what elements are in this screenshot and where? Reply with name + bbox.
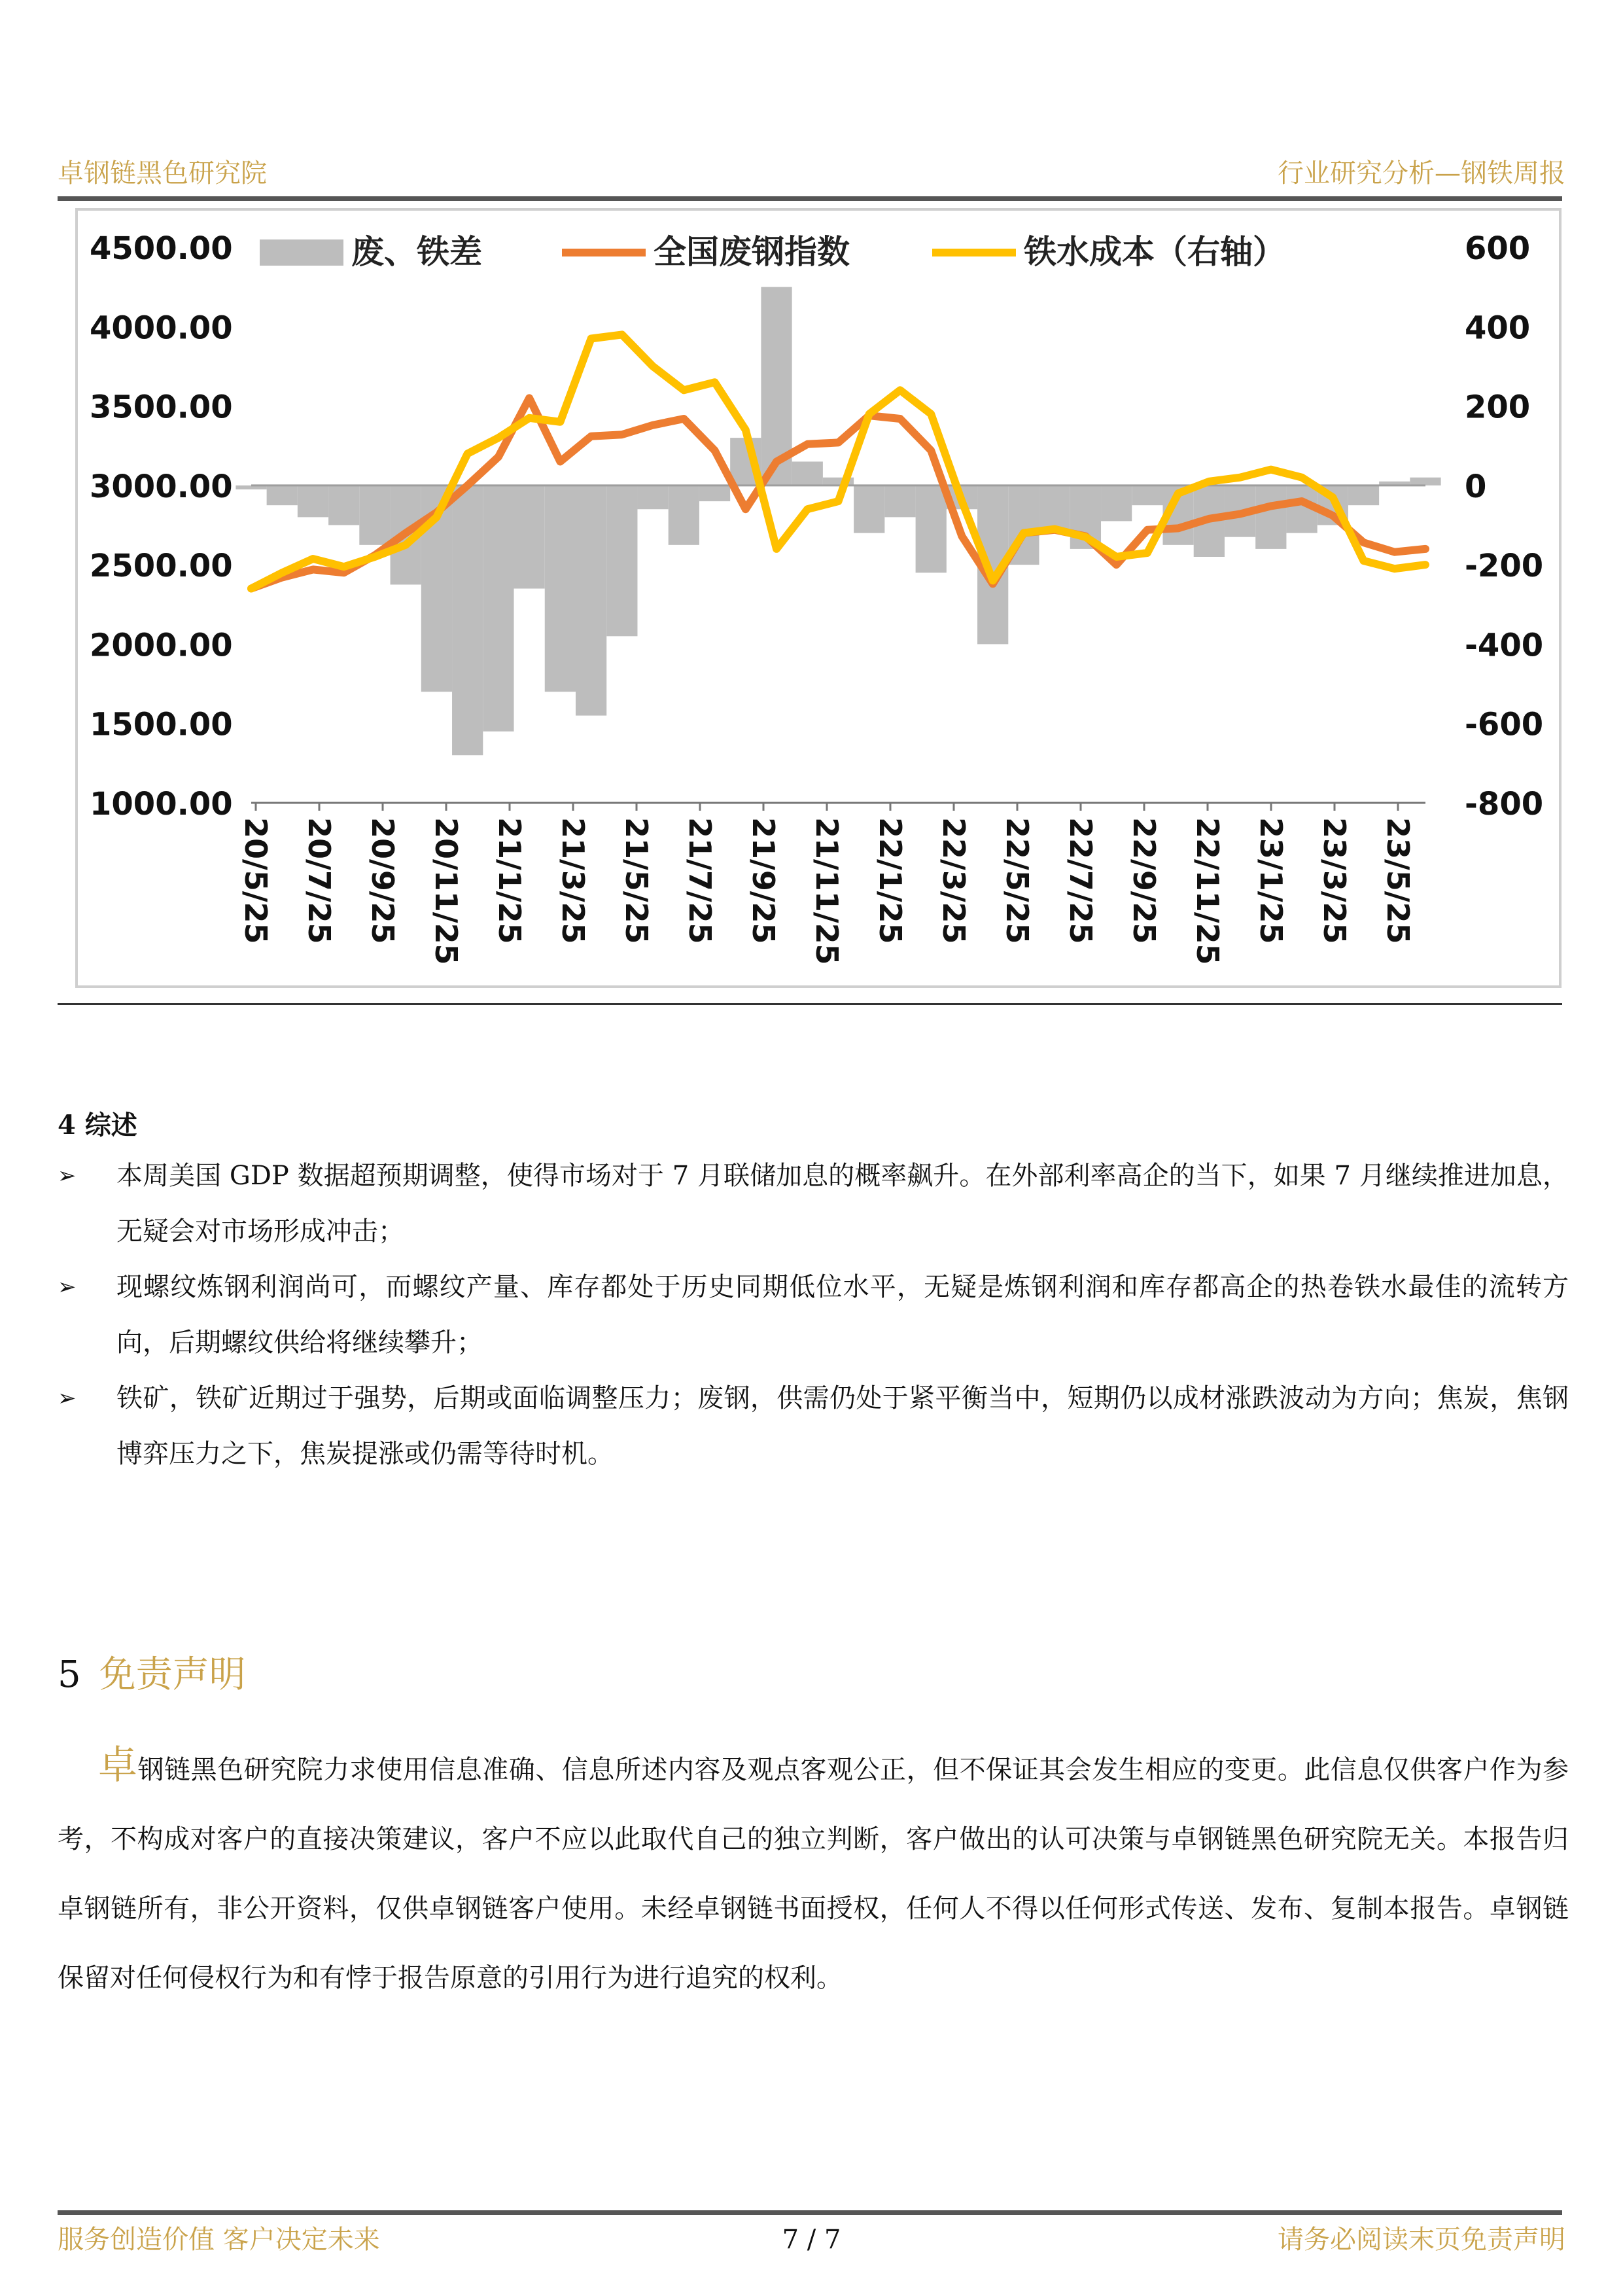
x-tick-label: 20/5/25 [238,817,273,944]
spread-bar [267,486,298,505]
scrap-iron-chart [78,211,1559,985]
x-tick-label: 23/1/25 [1253,817,1289,944]
bullet-arrow-icon: ➢ [58,1274,77,1300]
y-right-tick-label: 0 [1465,468,1487,505]
page-number: 7 / 7 [782,2225,841,2255]
y-axis-left [90,230,233,822]
bullet-arrow-icon: ➢ [58,1163,77,1189]
summary-bullets [58,1148,1569,1482]
legend-label-scrap: 全国废钢指数 [654,233,850,271]
summary-bullet [58,1148,1569,1260]
y-right-tick-label: -600 [1465,706,1544,743]
y-right-tick-label: -200 [1465,548,1544,585]
footer-disclaimer-note: 请务必阅读末页免责声明 [1278,2225,1565,2255]
chart-frame [75,208,1562,988]
header-org-name: 卓钢链黑色研究院 [58,158,267,188]
summary-bullet [58,1260,1569,1371]
spread-bar [576,486,606,716]
disclaimer-text: 钢链黑色研究院力求使用信息准确、信息所述内容及观点客观公正，但不保证其会发生相应的变更。此信息仅供客户作为参考，不构成对客户的直接决策建议，客户不应以此取代自己的独立判断，客户做出的认可决策与卓钢链黑色研究院无关。本报告归卓钢链所有，非公开资料，仅供卓钢链客户使用。未经卓钢链书面授权，任何人不得以任何形式传送、发布、复制本报告。卓钢链保留对任何侵权行为和有悖于报告原意的引用行为进行追究的权利。 [58,1755,1569,1993]
legend-swatch-spread [260,239,343,266]
spread-bar [1132,486,1162,505]
y-axis-right [1465,230,1543,822]
footer-slogan: 服务创造价值 客户决定未来 [58,2225,380,2255]
x-tick-label: 22/9/25 [1126,817,1162,944]
bullet-arrow-icon: ➢ [58,1385,77,1411]
header-report-type: 行业研究分析—钢铁周报 [1278,158,1565,188]
y-right-tick-label: 600 [1465,230,1531,267]
y-left-tick-label: 3000.00 [90,468,233,505]
chart-bottom-divider [58,1003,1562,1005]
section-5-title: 免责声明 [99,1653,246,1696]
spread-bar [884,486,915,518]
y-left-tick-label: 4500.00 [90,230,233,267]
x-tick-label: 20/7/25 [302,817,337,944]
spread-bar [1101,486,1132,521]
spread-bar [699,486,730,501]
summary-bullet-text: 铁矿，铁矿近期过于强势，后期或面临调整压力；废钢，供需仍处于紧平衡当中，短期仍以成材涨跌波动为方向；焦炭，焦钢博弈压力之下，焦炭提涨或仍需等待时机。 [116,1383,1569,1469]
spread-bar [483,486,514,732]
x-tick-label: 21/3/25 [555,817,591,944]
x-tick-label: 22/3/25 [936,817,971,944]
spread-bar [606,486,637,636]
x-tick-label: 22/1/25 [873,817,908,944]
header-divider [58,196,1562,201]
spread-bar [328,486,359,525]
y-right-tick-label: -800 [1465,786,1544,822]
y-left-tick-label: 1500.00 [90,706,233,743]
spread-bar [452,486,483,755]
summary-bullet-text: 现螺纹炼钢利润尚可，而螺纹产量、库存都处于历史同期低位水平，无疑是炼钢利润和库存都高企的热卷铁水最佳的流转方向，后期螺纹供给将继续攀升； [116,1272,1569,1358]
x-tick-label: 21/1/25 [492,817,527,944]
footer-divider [58,2210,1562,2215]
x-tick-label: 23/3/25 [1317,817,1352,944]
y-left-tick-label: 2000.00 [90,627,233,664]
x-tick-label: 21/9/25 [746,817,781,944]
x-tick-label: 23/5/25 [1380,817,1416,944]
disclaimer-paragraph [58,1731,1569,2013]
y-right-tick-label: -400 [1465,627,1544,664]
spread-bar [1255,486,1286,549]
spread-bar [545,486,576,692]
spread-bar [1348,486,1379,505]
x-tick-label: 21/5/25 [619,817,654,944]
spread-bar [792,461,823,485]
x-tick-label: 20/9/25 [365,817,400,944]
spread-bar [916,486,947,573]
spread-bar [669,486,699,545]
spread-bar [514,486,545,589]
y-right-tick-label: 200 [1465,389,1531,426]
x-axis [238,803,1425,965]
y-left-tick-label: 3500.00 [90,389,233,426]
spread-bar [298,486,328,518]
y-left-tick-label: 2500.00 [90,548,233,585]
spread-bar [637,486,668,509]
summary-bullet [58,1371,1569,1482]
spread-bar [1410,478,1440,486]
spread-bar [854,486,884,533]
y-left-tick-label: 1000.00 [90,786,233,822]
section-5-heading [58,1649,246,1701]
summary-bullet-text: 本周美国 GDP 数据超预期调整，使得市场对于 7 月联储加息的概率飙升。在外部利率高企的当下，如果 7 月继续推进加息，无疑会对市场形成冲击； [116,1161,1569,1246]
x-tick-label: 21/7/25 [682,817,718,944]
section-4-title: 4 综述 [58,1110,137,1140]
x-tick-label: 22/11/25 [1190,817,1225,965]
y-right-tick-label: 400 [1465,309,1531,347]
x-tick-label: 22/5/25 [1000,817,1035,944]
legend-label-iron: 铁水成本（右轴） [1024,233,1285,271]
x-tick-label: 22/7/25 [1063,817,1098,944]
x-tick-label: 20/11/25 [428,817,464,965]
y-left-tick-label: 4000.00 [90,309,233,347]
disclaimer-drop-char: 卓 [98,1742,138,1788]
spread-bar [359,486,390,545]
x-tick-label: 21/11/25 [809,817,845,965]
chart-legend [260,233,1285,271]
section-5-number: 5 [58,1653,81,1696]
legend-label-spread: 废、铁差 [351,233,482,271]
